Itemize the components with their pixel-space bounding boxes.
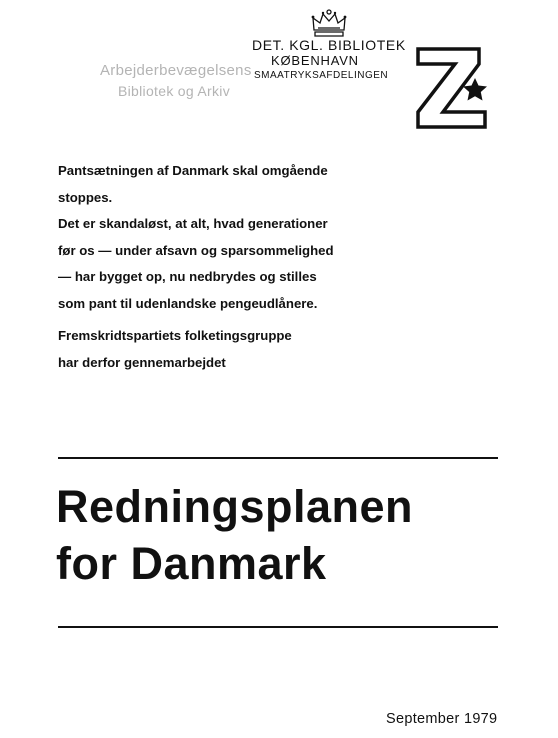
document-title	[56, 478, 516, 592]
library-stamp-name: DET. KGL. BIBLIOTEK	[252, 37, 406, 53]
publication-date: September 1979	[386, 711, 498, 727]
archive-stamp-line1: Arbejderbevægelsens	[100, 62, 252, 79]
party-line: Fremskridtspartiets folketingsgruppe	[58, 328, 292, 343]
intro-line: som pant til udenlandske pengeudlånere.	[58, 295, 318, 311]
intro-text	[58, 158, 378, 376]
title-rule-bottom	[58, 626, 498, 628]
library-stamp-department: SMAATRYKSAFDELINGEN	[254, 70, 389, 81]
intro-line: Det er skandaløst, at alt, hvad generationer	[58, 216, 328, 231]
title-rule-top	[58, 457, 498, 459]
archive-stamp-line2: Bibliotek og Arkiv	[118, 83, 231, 99]
party-line: har derfor gennemarbejdet	[58, 354, 226, 370]
library-stamp-city: KØBENHAVN	[271, 53, 359, 68]
title-line-1: Redningsplanen	[56, 481, 414, 532]
intro-line: før os — under afsavn og sparsommelighed	[58, 242, 334, 258]
intro-line: Pantsætningen af Danmark skal omgående	[58, 163, 328, 178]
title-line-2: for Danmark	[56, 538, 327, 589]
intro-line: stoppes.	[58, 189, 113, 205]
crown-icon	[310, 8, 348, 38]
z-star-logo-icon	[413, 46, 493, 130]
archive-stamp	[100, 60, 276, 106]
intro-line: — har bygget op, nu nedbrydes og stilles	[58, 269, 317, 284]
